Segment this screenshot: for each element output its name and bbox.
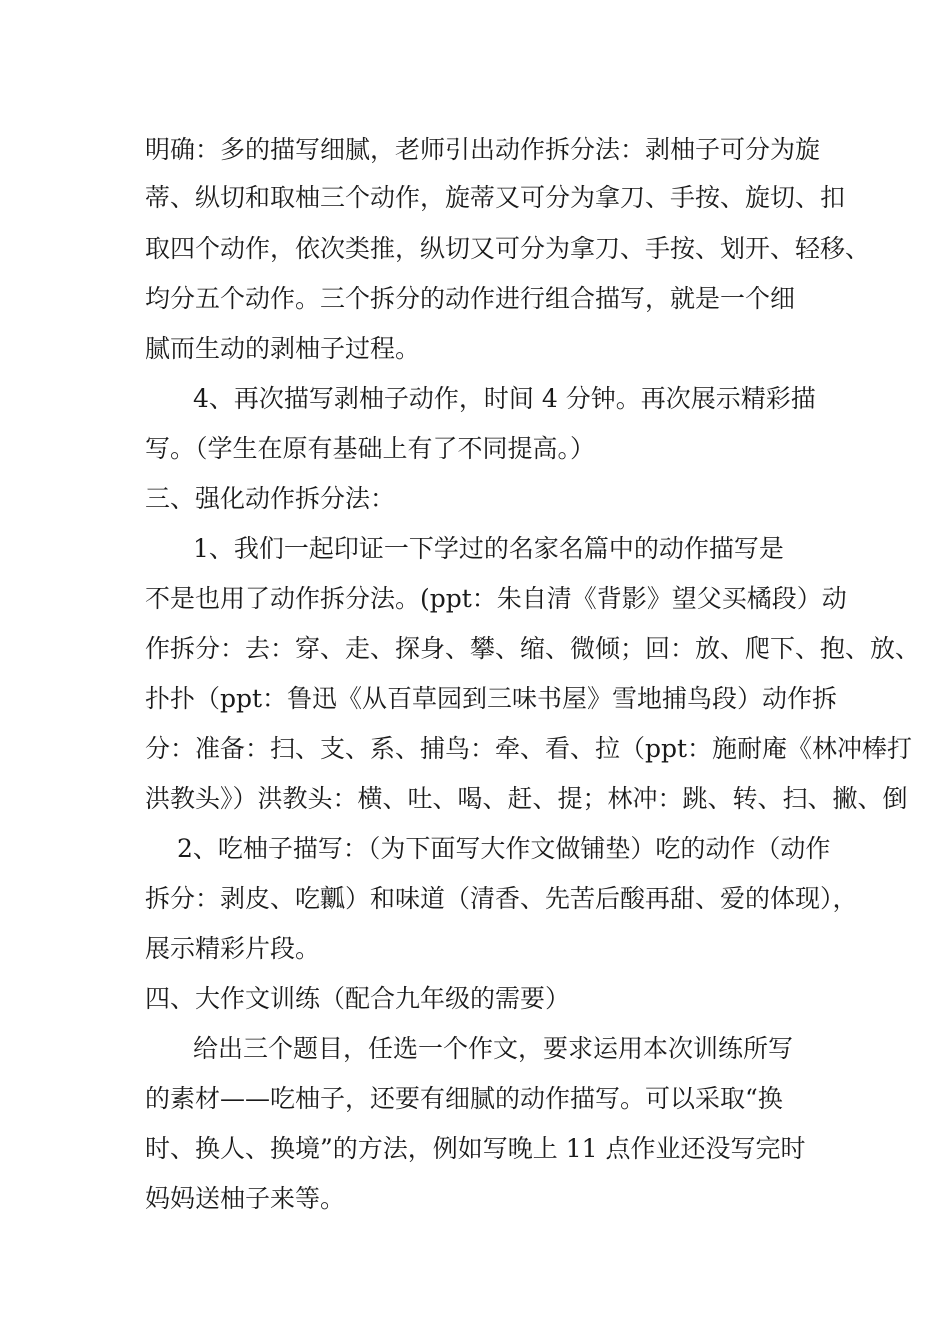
- text-line: 扑扑（ppt：鲁迅《从百草园到三味书屋》雪地捕鸟段）动作拆: [145, 684, 838, 713]
- text-line: 取四个动作，依次类推，纵切又可分为拿刀、手按、划开、轻移、: [145, 234, 871, 263]
- text-line: 分：准备：扫、支、系、捕鸟：牵、看、拉（ppt：施耐庵《林冲棒打: [145, 734, 913, 763]
- text-line: 拆分：剥皮、吃瓤）和味道（清香、先苦后酸再甜、爱的体现），: [145, 884, 858, 913]
- text-line: 洪教头》）洪教头：横、吐、喝、赶、提；林冲：跳、转、扫、撇、倒: [145, 784, 908, 813]
- section-heading: 四、大作文训练（配合九年级的需要）: [145, 984, 571, 1013]
- text-line: 明确：多的描写细腻，老师引出动作拆分法：剥柚子可分为旋: [145, 135, 821, 164]
- text-line: 不是也用了动作拆分法。(ppt：朱自清《背影》望父买橘段）动: [145, 584, 847, 613]
- text-line: 2、吃柚子描写：（为下面写大作文做铺垫）吃的动作（动作: [177, 834, 831, 863]
- text-line: 给出三个题目，任选一个作文，要求运用本次训练所写: [193, 1034, 794, 1063]
- text-line: 写。（学生在原有基础上有了不同提高。）: [145, 434, 596, 463]
- text-line: 时、换人、换境”的方法，例如写晚上 11 点作业还没写完时: [145, 1134, 806, 1163]
- text-line: 4、再次描写剥柚子动作，时间 4 分钟。再次展示精彩描: [193, 384, 816, 413]
- text-line: 展示精彩片段。: [145, 934, 321, 963]
- section-heading: 三、强化动作拆分法：: [145, 484, 396, 513]
- text-line: 作拆分：去：穿、走、探身、攀、缩、微倾；回：放、爬下、抱、放、: [145, 634, 921, 663]
- text-line: 的素材——吃柚子，还要有细腻的动作描写。可以采取“换: [145, 1084, 783, 1113]
- text-line: 妈妈送柚子来等。: [145, 1184, 346, 1213]
- text-line: 均分五个动作。三个拆分的动作进行组合描写，就是一个细: [145, 284, 796, 313]
- text-line: 蒂、纵切和取柚三个动作，旋蒂又可分为拿刀、手按、旋切、扣: [145, 183, 846, 212]
- text-line: 腻而生动的剥柚子过程。: [145, 334, 421, 363]
- text-line: 1、我们一起印证一下学过的名家名篇中的动作描写是: [193, 534, 784, 563]
